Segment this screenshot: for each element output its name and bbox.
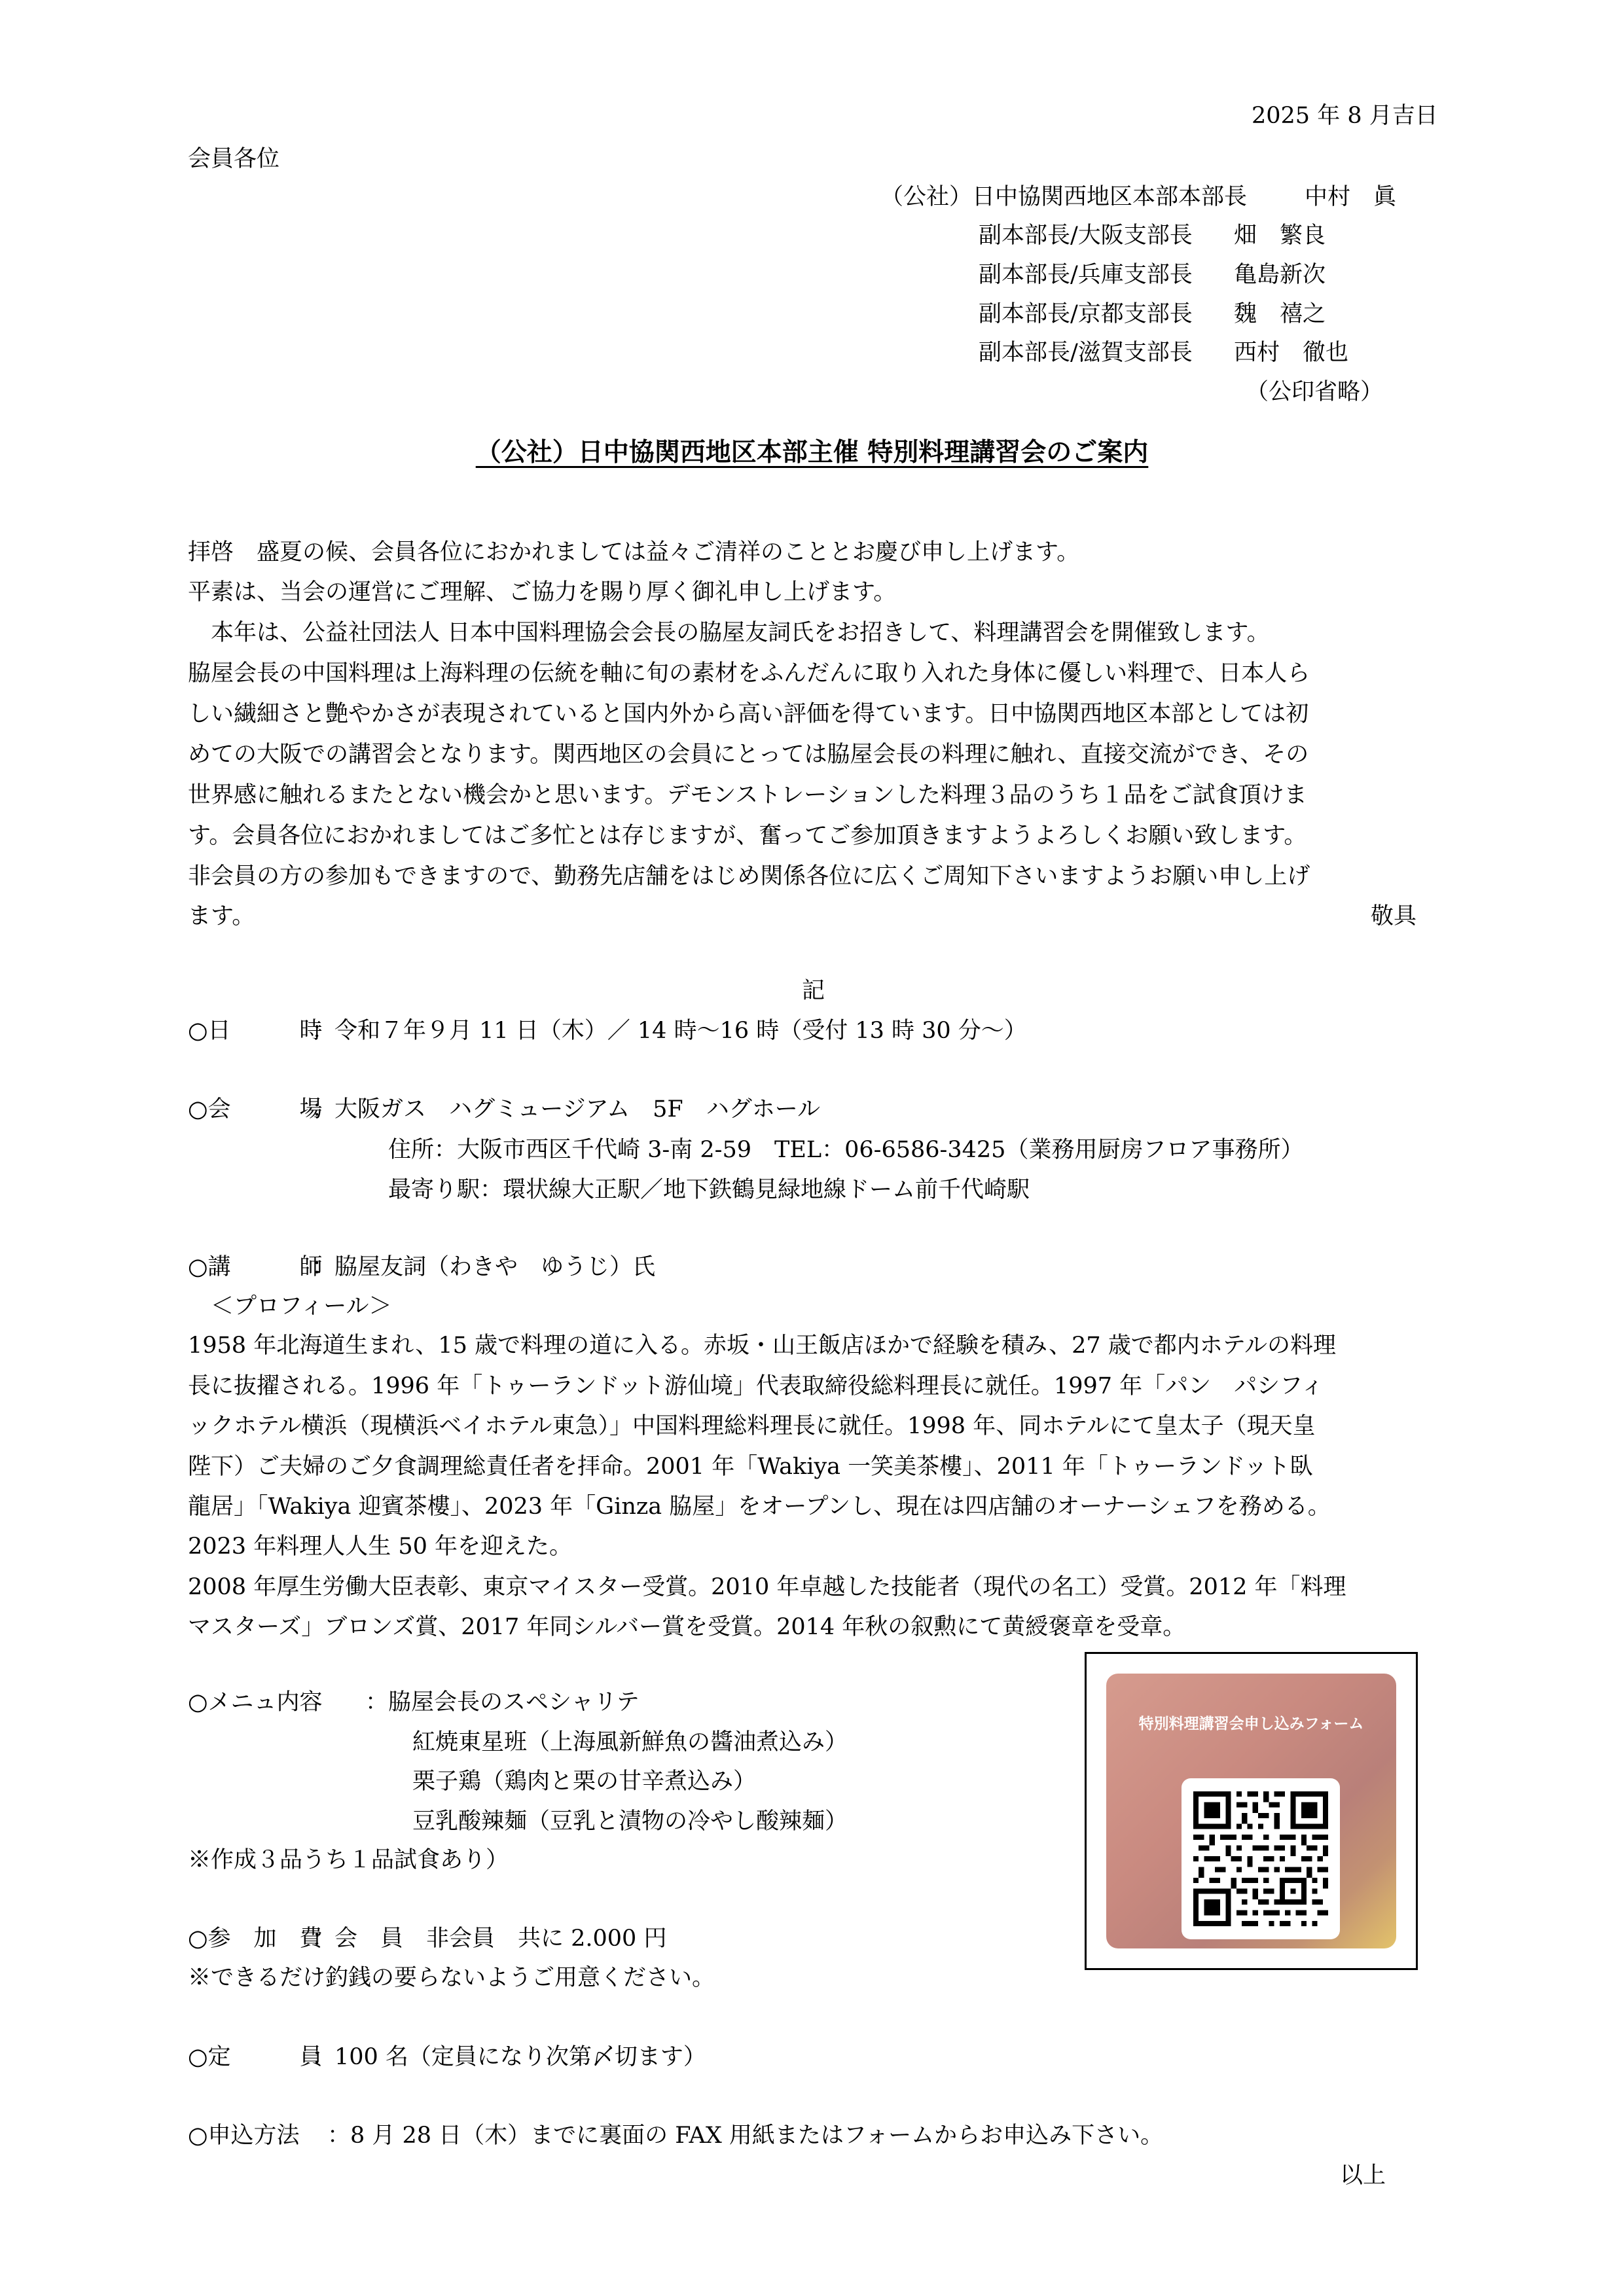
profile-line: 長に抜擢される。1996 年「トゥーランドット游仙境」代表取締役総料理長に就任。1997 年「パン パシフィ: [188, 1373, 1324, 1399]
signatory-role: （公社）日中協関西地区本部本部長: [880, 184, 1248, 210]
schedule-label: ○日 時: [188, 1018, 323, 1044]
signatory-role: 副本部長/大阪支部長: [979, 223, 1193, 249]
fee-value: ：会 員 非会員 共に 2.000 円: [312, 1926, 667, 1952]
qr-frame: [1085, 1652, 1418, 1970]
menu-item: 紅焼東星班（上海風新鮮魚の醬油煮込み）: [412, 1729, 848, 1755]
fee-note: ※できるだけ釣銭の要らないようご用意ください。: [188, 1965, 715, 1991]
venue-value: ：大阪ガス ハグミュージアム 5F ハグホール: [312, 1096, 821, 1122]
qr-code-icon[interactable]: [1182, 1778, 1340, 1939]
signatory-role: 副本部長/滋賀支部長: [979, 340, 1193, 366]
profile-line: 2008 年厚生労働大臣表彰、東京マイスター受賞。2010 年卓越した技能者（現代の名工）受賞。2012 年「料理: [188, 1574, 1346, 1600]
capacity-label: ○定 員: [188, 2044, 323, 2070]
venue-station: 最寄り駅：環状線大正駅／地下鉄鶴見緑地線ドーム前千代崎駅: [388, 1177, 1030, 1203]
profile-line: 2023 年料理人人生 50 年を迎えた。: [188, 1534, 572, 1560]
schedule-value: ：令和７年９月 11 日（木）／ 14 時～16 時（受付 13 時 30 分～）: [312, 1018, 1027, 1044]
body-line: 拝啓 盛夏の候、会員各位におかれましては益々ご清祥のこととお慶び申し上げます。: [188, 539, 1080, 565]
fee-label: ○参 加 費: [188, 1926, 323, 1952]
body-line: ます。: [188, 903, 255, 929]
end-word: 以上: [1340, 2162, 1386, 2189]
signatory-role: 副本部長/京都支部長: [979, 301, 1193, 327]
profile-line: マスターズ」ブロンズ賞、2017 年同シルバー賞を受賞。2014 年秋の叙勲にて黄綬褒章を受章。: [188, 1614, 1186, 1640]
application-form-card[interactable]: [1106, 1674, 1396, 1948]
closing-word: 敬具: [1371, 903, 1417, 929]
body-line: 脇屋会長の中国料理は上海料理の伝統を軸に旬の素材をふんだんに取り入れた身体に優しい料理で、日本人ら: [188, 660, 1310, 687]
page-title: （公社）日中協関西地区本部主催 特別料理講習会のご案内: [475, 437, 1149, 467]
menu-note: ※作成３品うち１品試食あり）: [188, 1847, 509, 1873]
profile-line: 1958 年北海道生まれ、15 歳で料理の道に入る。赤坂・山王飯店ほかで経験を積み、27 歳で都内ホテルの料理: [188, 1333, 1336, 1359]
signatory-row: [880, 184, 1397, 210]
profile-heading: ＜プロフィール＞: [211, 1293, 392, 1319]
lecturer-label: ○講 師: [188, 1254, 323, 1280]
body-line: 本年は、公益社団法人 日本中国料理協会会長の脇屋友詞氏をお招きして、料理講習会を開催致します。: [188, 620, 1270, 646]
venue-label: ○会 場: [188, 1096, 323, 1122]
signatory-row: [979, 223, 1326, 249]
signatory-name: 魏 禧之: [1234, 301, 1326, 327]
qr-code-graphic: [1193, 1790, 1328, 1928]
body-line: 非会員の方の参加もできますので、勤務先店舗をはじめ関係各位に広くご周知下さいますようお願い申し上げ: [188, 863, 1310, 889]
profile-line: ックホテル横浜（現横浜ベイホテル東急）」中国料理総料理長に就任。1998 年、同ホテルにて皇太子（現天皇: [188, 1413, 1316, 1439]
body-line: す。会員各位におかれましてはご多忙とは存じますが、奮ってご参加頂きますようよろしくお願い致します。: [188, 823, 1307, 849]
signatory-name: 畑 繁良: [1234, 223, 1326, 249]
signatory-role: 副本部長/兵庫支部長: [979, 262, 1193, 288]
menu-item: 豆乳酸辣麺（豆乳と漬物の冷やし酸辣麺）: [412, 1808, 848, 1835]
menu-label: ○メニュ内容: [188, 1689, 323, 1715]
signatory-name: 西村 徹也: [1234, 340, 1349, 366]
body-line: しい繊細さと艶やかさが表現されていると国内外から高い評価を得ています。日中協関西地区本部としては初: [188, 701, 1309, 727]
seal-note: （公印省略）: [1246, 379, 1384, 405]
signatory-row: [979, 340, 1349, 366]
body-line: 世界感に触れるまたとない機会かと思います。デモンストレーションした料理３品のうち１品をご試食頂けま: [188, 782, 1307, 808]
lecturer-value: ：脇屋友詞（わきや ゆうじ）氏: [312, 1254, 656, 1280]
menu-value: ：脇屋会長のスペシャリテ: [365, 1689, 640, 1715]
body-line: めての大阪での講習会となります。関西地区の会員にとっては脇屋会長の料理に触れ、直接交流ができ、その: [188, 742, 1309, 768]
venue-address: 住所：大阪市西区千代崎 3-南 2-59 TEL：06-6586-3425（業務用厨房フロア事務所）: [388, 1137, 1304, 1163]
profile-line: 陛下）ご夫婦のご夕食調理総責任者を拝命。2001 年「Wakiya 一笑美茶樓」、2011 年「トゥーランドット臥: [188, 1454, 1313, 1480]
date: 2025 年 8 月吉日: [1252, 103, 1438, 129]
capacity-value: ：100 名（定員になり次第〆切ます）: [312, 2044, 706, 2070]
menu-item: 栗子鶏（鶏肉と栗の甘辛煮込み）: [412, 1768, 757, 1795]
addressee: 会員各位: [188, 146, 280, 172]
signatory-row: [979, 262, 1326, 288]
signatory-row: [979, 301, 1326, 327]
qr-caption: 特別料理講習会申し込みフォーム: [1138, 1715, 1364, 1732]
profile-line: 龍居」「Wakiya 迎賓茶樓」、2023 年「Ginza 脇屋」をオープンし、現在は四店舗のオーナーシェフを務める。: [188, 1494, 1331, 1520]
signatory-name: 中村 眞: [1305, 184, 1397, 210]
ki-heading: 記: [802, 978, 825, 1004]
body-line: 平素は、当会の運営にご理解、ご協力を賜り厚く御礼申し上げます。: [188, 579, 897, 605]
application-label: ○申込方法: [188, 2123, 300, 2149]
signatory-name: 亀島新次: [1234, 262, 1326, 288]
application-value: ：8 月 28 日（木）までに裏面の FAX 用紙またはフォームからお申込み下さい。: [327, 2123, 1164, 2149]
